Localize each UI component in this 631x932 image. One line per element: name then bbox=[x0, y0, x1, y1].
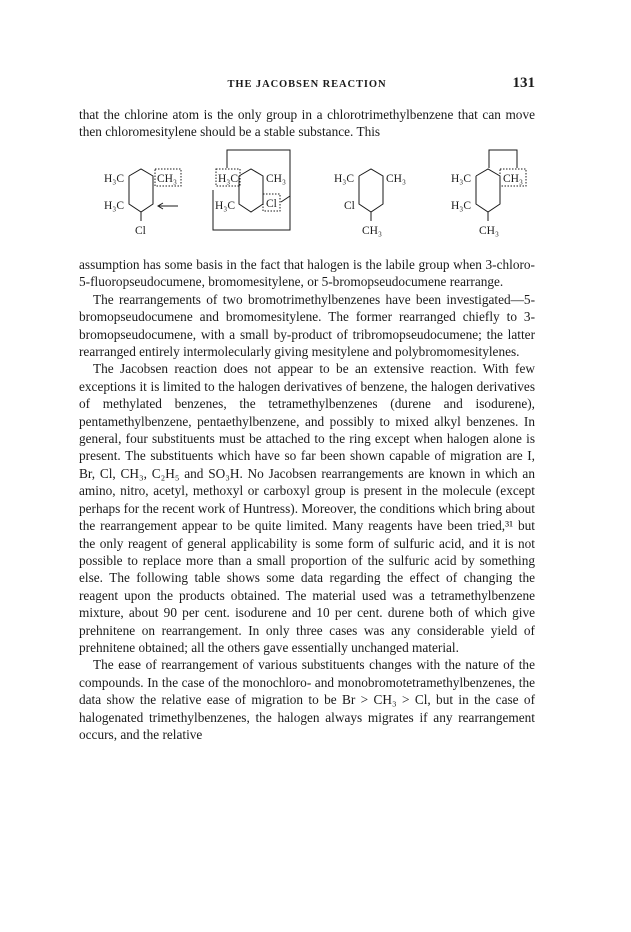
formula-2-label-right-top: CH₃ bbox=[266, 173, 286, 185]
paragraph-4: The ease of rearrangement of various substituents changes with the nature of the compounds. In the case of the monochloro- and monobromotetramethylbenzenes, the data show the relative ease of migration to be Br > CH₃ > Cl, but in the case of halogenated trimethylbenzenes, the halogen always migrates if any rearrangement occurs, and the relative bbox=[79, 657, 535, 742]
intro-text: that the chlorine atom is the only group in a chlorotrimethylbenzene that can move then chloromesitylene should be a stable substance. This bbox=[79, 107, 535, 140]
formula-2-label-left-mid: H₃C bbox=[215, 200, 235, 212]
formula-1-label-right-top: CH₃ bbox=[157, 173, 177, 185]
formula-2-bracket bbox=[213, 150, 290, 230]
body-text bbox=[79, 256, 535, 743]
formula-4-ring bbox=[476, 169, 500, 212]
page-number: 131 bbox=[512, 75, 535, 91]
paragraph-3: The Jacobsen reaction does not appear to be an extensive reaction. With few exceptions it is limited to the halogen derivatives of benzene, the halogen derivatives of methylated benzenes, the tetramethylbenzenes (durene and isodurene), pentamethylbenzene, pentaethylbenzene, and possibly to mixed alkyl benzenes. In general, four substituents must be attached to the ring except when halogen alone is present. The substituents which have so far been shown capable of migration are I, Br, Cl, CH₃, C₂H₅ and SO₃H. No Jacobsen rearrangements are known in which an amino, nitro, acetyl, methoxyl or carboxyl group is present in the molecule (except perhaps for the recent work of Huntress). Moreover, the conditions which bring about the rearrangement appear to be quite limited. Many reagents have been tried,³¹ but the only reagent of general applicability is some form of sulfuric acid, and it is not possible to replace more than a small proportion of the sulfuric acid by something else. The following table shows some data regarding the effect of changing the reagent upon the products obtained. The material used was a tetramethylbenzene mixture, about 90 per cent. isodurene and 10 per cent. durene both of which give prehnitene on rearrangement. In only three cases was any considerable yield of prehnitene obtained; all the others gave essentially unchanged material. bbox=[79, 361, 535, 655]
formula-4-bracket bbox=[489, 150, 517, 168]
formula-2-label-right-mid: Cl bbox=[266, 198, 277, 210]
formula-4-label-right-top: CH₃ bbox=[503, 173, 523, 185]
formula-2-label-left-top: H₃C bbox=[218, 173, 238, 185]
formula-2-ring bbox=[239, 169, 263, 212]
structural-formulas bbox=[79, 146, 535, 256]
formula-4-label-bottom: CH₃ bbox=[479, 225, 499, 237]
formula-3-label-right-top: CH₃ bbox=[386, 173, 406, 185]
formula-1-label-left-top: H₃C bbox=[104, 173, 124, 185]
intro-paragraph bbox=[79, 106, 535, 141]
page-header bbox=[79, 75, 535, 95]
paragraph-2: The rearrangements of two bromotrimethylbenzenes have been investigated—5-bromopseudocumene and bromomesitylene. The former rearranged chiefly to 3-bromopseudocumene, with a small by-product of tribromopseudocumene; the latter rearranged entirely intermolecularly giving mesitylene and polybromomesitylenes. bbox=[79, 291, 535, 360]
formula-1-label-left-mid: H₃C bbox=[104, 200, 124, 212]
formula-3-ring bbox=[359, 169, 383, 212]
paragraph-1: assumption has some basis in the fact that halogen is the labile group when 3-chloro-5-fluoropseudocumene, bromomesitylene, or 5-bromopseudocumene rearrange. bbox=[79, 257, 535, 290]
formula-3-label-bottom: CH₃ bbox=[362, 225, 382, 237]
formula-1-label-bottom: Cl bbox=[135, 225, 146, 237]
formula-1-ring bbox=[129, 169, 153, 212]
formula-4-label-left-top: H₃C bbox=[451, 173, 471, 185]
formula-3-label-left-top: H₃C bbox=[334, 173, 354, 185]
formula-4-label-left-mid: H₃C bbox=[451, 200, 471, 212]
running-head: THE JACOBSEN REACTION bbox=[227, 79, 387, 90]
formula-3-label-left-mid: Cl bbox=[344, 200, 355, 212]
